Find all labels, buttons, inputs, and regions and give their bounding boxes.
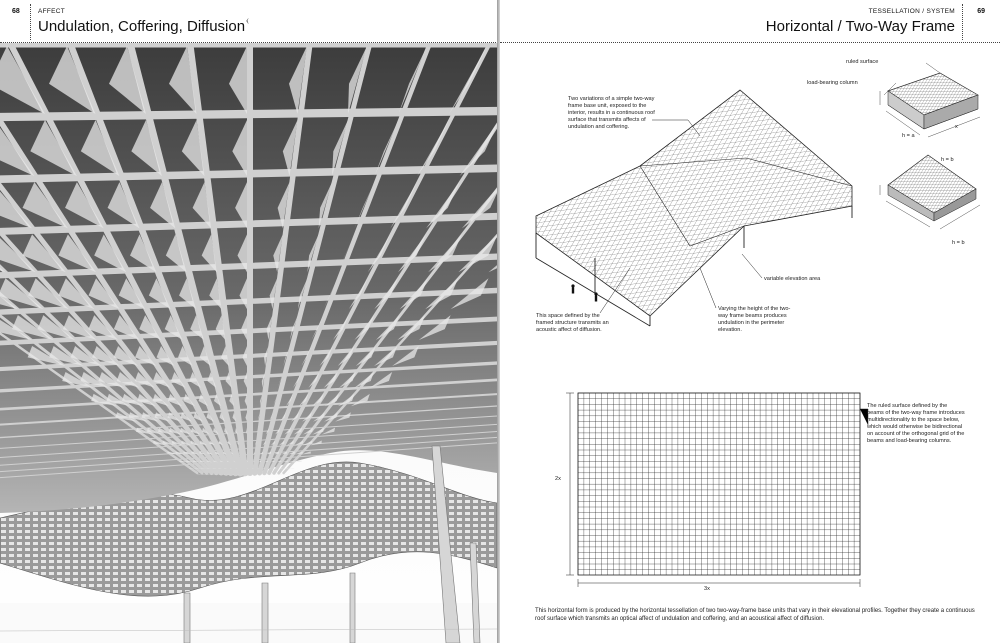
coffered-ceiling-rendering [0, 43, 497, 643]
annotation-variable-elevation: variable elevation area [764, 276, 821, 282]
right-page-number: 69 [977, 8, 985, 15]
dim-h-b-bottom: h = b [952, 240, 965, 246]
dim-plan-width: 3x [704, 586, 710, 592]
wifi-signal-icon: ⧼ [246, 18, 249, 25]
page-caption: This horizontal form is produced by the horizontal tessellation of two two-way-frame base units that vary in their elevational profiles. Together they create a continuous roof surface which transmits an optical affect of undulation and coffering, and an acoustical affect of diffusion. [535, 608, 975, 623]
annotation-ruled-defined: The ruled surface defined by the beams of the two-way frame introduces multidirectionality to the space below, which would otherwise be bidirectional on account of the orthogonal grid of the beams and load-bearing columns. [867, 403, 965, 444]
dim-h-a: h = a [902, 133, 915, 139]
dim-h-b: h = b [941, 157, 954, 163]
dim-x: x [955, 124, 958, 130]
annotation-varying-height: Varying the height of the two-way frame beams produces undulation in the perimeter elevation. [718, 306, 791, 333]
left-header [0, 0, 500, 42]
annotation-two-variations: Two variations of a simple two-way frame base unit, exposed to the interior, results in a continuous roof surface that transmits affects of undulation and coffering. [568, 96, 655, 130]
left-page-number: 68 [12, 8, 20, 15]
left-section-label: AFFECT [38, 8, 66, 15]
header-divider [30, 4, 31, 40]
dim-plan-height: 2x [555, 476, 561, 482]
left-title-text: Undulation, Coffering, Diffusion [38, 18, 246, 35]
header-rule [500, 42, 1000, 43]
right-page-title: Horizontal / Two-Way Frame [765, 18, 955, 35]
annotation-space-defined: This space defined by the framed structure transmits an acoustic affect of diffusion. [536, 313, 609, 333]
left-page-title [38, 18, 249, 35]
label-load-bearing-column: load-bearing column [807, 80, 858, 86]
right-header [500, 0, 1000, 42]
label-ruled-surface: ruled surface [846, 59, 879, 65]
right-section-label: TESSELLATION / SYSTEM [868, 8, 955, 15]
plan-grid-diagram [560, 385, 870, 595]
right-page [500, 0, 1000, 643]
header-divider [962, 4, 963, 40]
